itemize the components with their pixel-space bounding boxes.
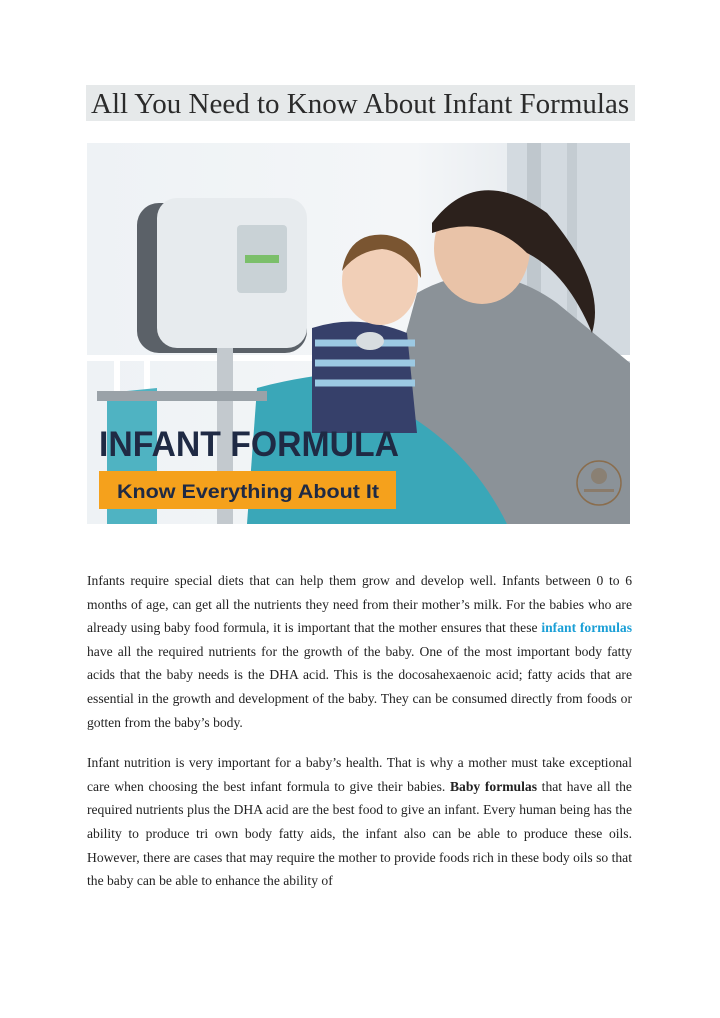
paragraph-1-text-b: have all the required nutrients for the growth of the baby. One of the most important body fatty acids that the baby needs is the DHA acid. This is the docosahexaenoic acid; fatty acids that are essential in the growth and development of the baby. They can be consumed directly from foods or gotten from the baby’s body. [87,643,632,730]
paragraph-2-text-b: that have all the required nutrients plus the DHA acid are the best food to give an infant. Every human being has the ability to produce tri own body fatty aids, the infant also can be able to produce these oils. However, there are cases that may require the mother to provide foods rich in these body oils so that the baby can be able to enhance the ability of [87,778,632,889]
paragraph-2-text-a: Infant nutrition is very important for a baby’s health. That is why a mother must take exceptional care when choosing the best infant formula to give their babies. [87,755,632,794]
article-body [87,569,632,910]
page-title: All You Need to Know About Infant Formulas [91,88,630,120]
paragraph-1 [87,569,632,734]
hero-image [87,143,630,524]
hero-illustration [87,143,630,524]
paragraph-2 [87,751,632,893]
infant-formulas-link[interactable]: infant formulas [541,620,632,636]
hero-headline: INFANT FORMULA [99,425,399,464]
paragraph-1-text-a: Infants require special diets that can help them grow and develop well. Infants between 0 to 6 months of age, can get all the nutrients they need from their mother’s milk. For the babies who are already using baby food formula, it is important that the mother ensures that these [87,573,632,636]
title-banner [86,85,635,121]
hero-subline: Know Everything About It [117,482,380,503]
baby-formulas-bold: Baby formulas [449,778,537,794]
